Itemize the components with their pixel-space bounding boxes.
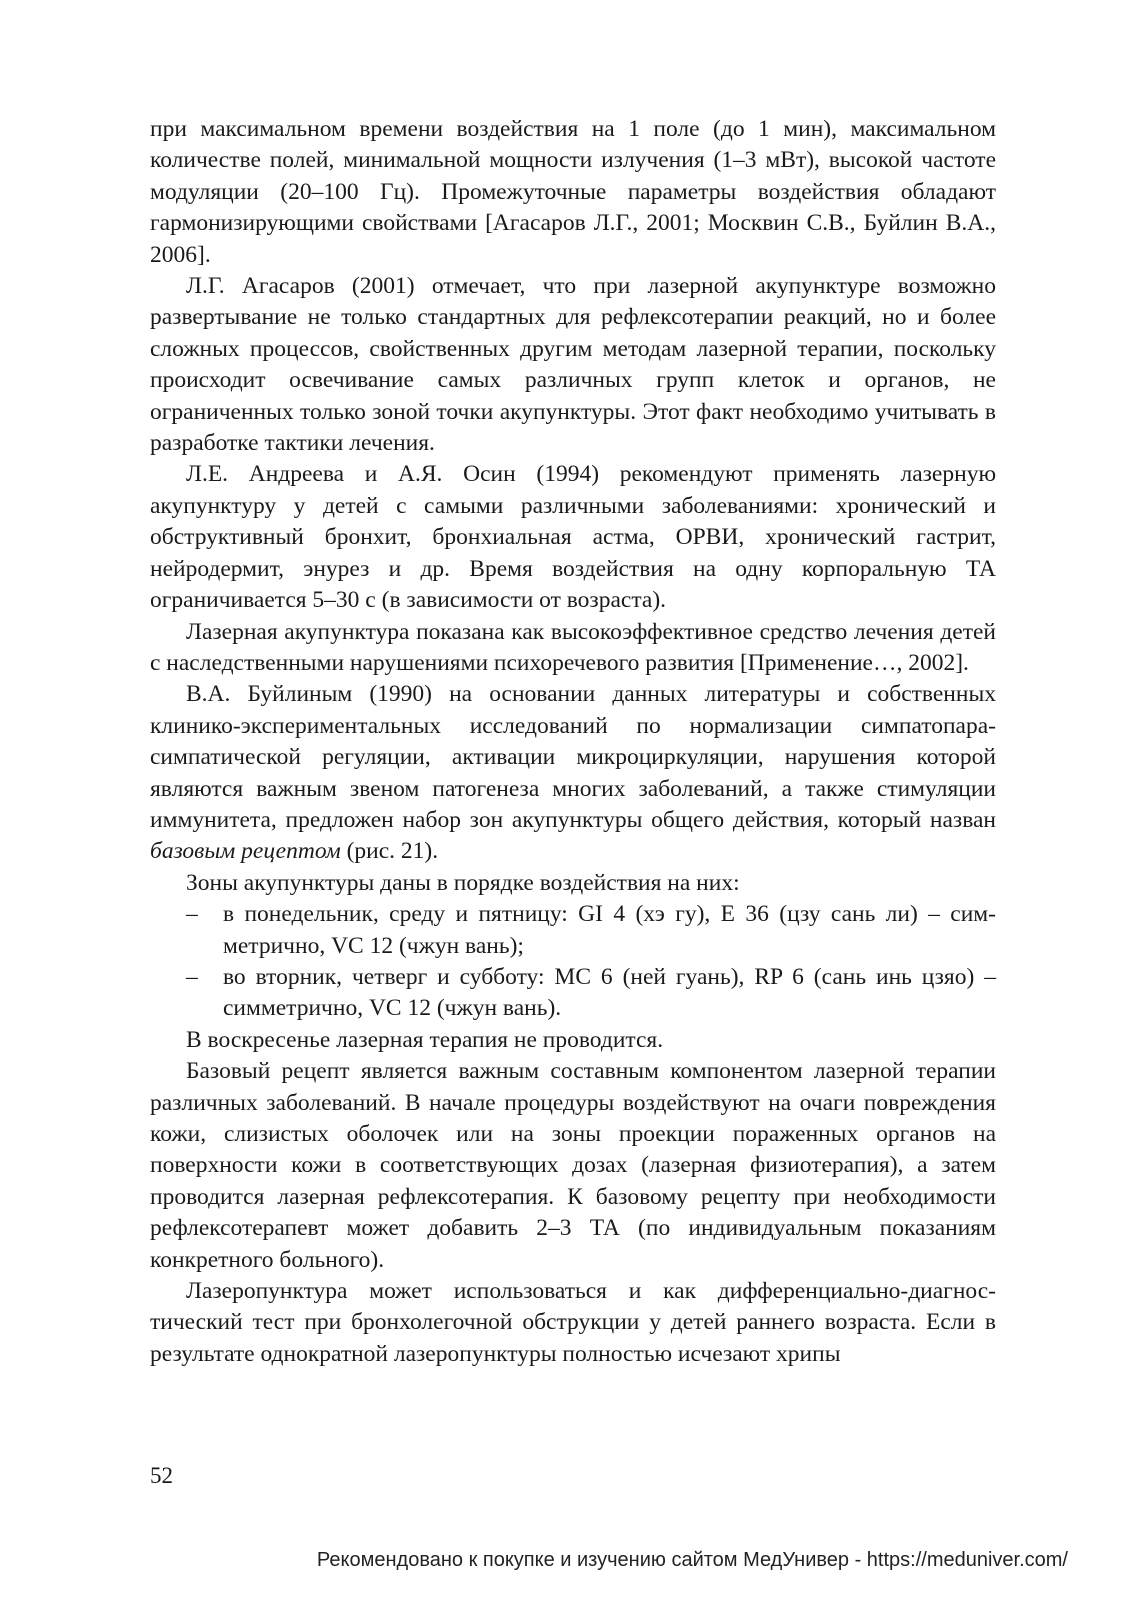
dash-marker: – [186,963,198,990]
footer-recommendation: Рекомендовано к покупке и изучению сайтом МедУнивер - https://meduniver.com/ [316,1549,1068,1571]
paragraph-parameters: при максимальном времени воздействия на 1 поле (до 1 мин), максимальном количестве полей, минимальной мощности излучения (1–3 мВт), высокой частоте модуляции (20–100 Гц). Промежуточные параметры воздействия обладают гармонизирующими свойствами [Агасаров Л.Г., 2001; Москвин С.В., Буйлин В.А., 2006]. [150,116,996,268]
list-item-text: во вторник, четверг и субботу: МС 6 (ней гуань), RP 6 (сань инь цзяо) – симметрично, VC 12 (чжун вань). [223,963,996,1022]
list-item [150,899,996,962]
paragraph-agasarov: Л.Г. Агасаров (2001) отмечает, что при лазерной акупунктуре возможно развертывание не только стандартных для рефлексотерапии реакций, но и более сложных процессов, свойственных другим методам лазерной терапии, поскольку происходит освечивание самых различных групп клеток и органов, не ограниченных только зоной точки акупунктуры. Этот факт необходимо учитывать в разработке тактики лечения. [150,273,996,457]
paragraph-base-recipe: Базовый рецепт является важным составным компонентом лазерной терапии различных заболеваний. В начале процедуры воздействуют на очаги повреждения кожи, слизистых оболочек или на зоны проекции пораженных органов на поверхности кожи в соответствующих дозах (лазерная физиотерапия), а затем проводится лазерная рефлексотерапия. К базовому рецепту при необходимости рефлексотерапевт может добавить 2–3 ТА (по индивидуальным показаниям конкретного больного). [150,1058,996,1273]
zones-schedule-list [150,899,996,1025]
list-item [150,962,996,1025]
paragraph-psychospeech: Лазерная акупунктура показана как высокоэффективное средство лечения детей с наследственными нарушениями психоречевого развития [Применение…, 2002]. [150,618,996,676]
paragraph-sunday: В воскресенье лазерная терапия не проводится. [186,1026,664,1053]
paragraph-zones-order: Зоны акупунктуры даны в порядке воздействия на них: [186,869,740,896]
paragraph-builin [150,679,996,867]
paragraph-builin-text: В.А. Буйлиным (1990) на основании данных литературы и собственных клинико-экспериментальных исследований по нормализации симпатопарасимпатической регуляции, активации микроциркуляции, нарушения которой являются важным звеном патогенеза многих заболеваний, а также стимуляции иммунитета, предложен набор зон акупунктуры общего действия, который назван [150,681,996,833]
paragraph-builin-tail: (рис. 21). [340,838,439,865]
list-item-text: в понедельник, среду и пятницу: GI 4 (хэ гу), Е 36 (цзу сань ли) – симметрично, VC 12 (чжун вань); [223,901,996,959]
paragraph-andreeva-osin: Л.Е. Андреева и А.Я. Осин (1994) рекомендуют применять лазерную акупунктуру у детей с самыми различными заболеваниями: хронический и обструктивный бронхит, бронхиальная астма, ОРВИ, хронический гастрит, нейродермит, энурез и др. Время воздействия на одну корпоральную ТА ограничивается 5–30 с (в зависимости от возраста). [150,461,996,614]
emphasis-base-recipe: базовым рецептом [150,838,341,865]
page-number: 52 [150,1463,173,1488]
paragraph-laser-puncture-test: Лазеропунктура может использоваться и как дифференциально-диагностический тест при бронхолегочной обструкции у детей раннего возраста. Если в результате однократной лазеропунктуры полностью исчезают хрипы [150,1278,996,1367]
dash-marker: – [186,901,198,928]
page-body [150,114,996,1370]
